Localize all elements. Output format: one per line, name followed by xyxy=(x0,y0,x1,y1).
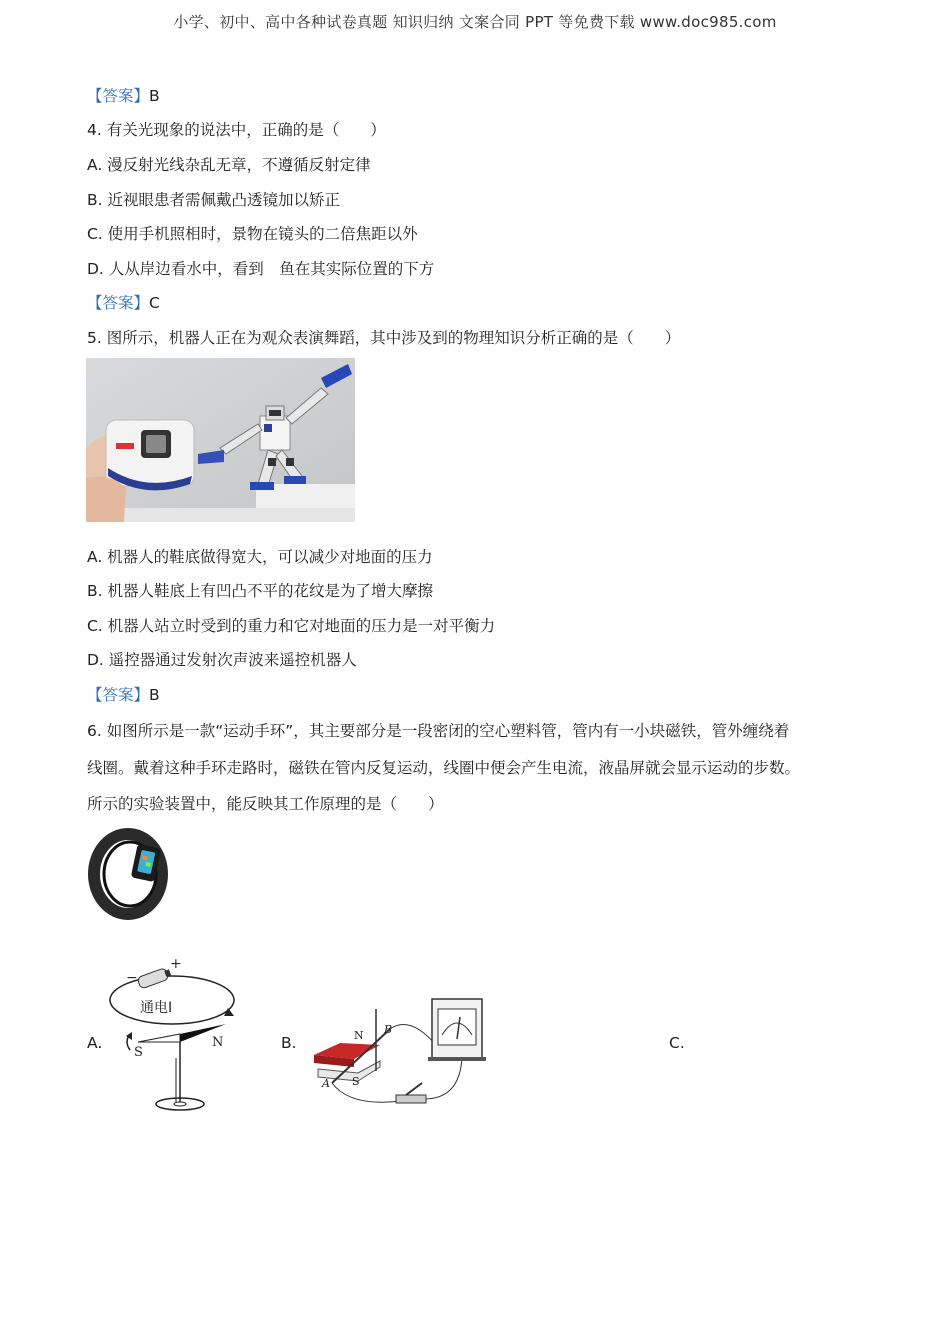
question-4-option-a: A. 漫反射光线杂乱无章，不遵循反射定律 xyxy=(87,156,371,174)
figure-a-oersted-experiment xyxy=(108,958,244,1116)
compass-s-label: S xyxy=(134,1045,143,1060)
answer-label: 【答案】 xyxy=(87,294,150,312)
answer-value: C xyxy=(149,294,160,312)
question-6-stem-line3: 所示的实验装置中，能反映其工作原理的是（ ） xyxy=(87,795,444,813)
question-6-option-c-label: C. xyxy=(669,1034,685,1052)
question-4-option-d: D. 人从岸边看水中，看到 鱼在其实际位置的下方 xyxy=(87,260,435,278)
answer-label: 【答案】 xyxy=(87,686,150,704)
answer-label: 【答案】 xyxy=(87,87,150,105)
rod-a-label: A xyxy=(322,1077,330,1090)
fitness-band-photo xyxy=(88,828,174,920)
plus-sign: + xyxy=(170,958,182,972)
question-5-option-a: A. 机器人的鞋底做得宽大，可以减少对地面的压力 xyxy=(87,548,433,566)
question-6-stem-line2: 线圈。戴着这种手环走路时，磁铁在管内反复运动，线圈中便会产生电流，液晶屏就会显示运动的步数。 xyxy=(87,759,801,777)
magnet-s-label: S xyxy=(352,1075,360,1088)
question-5-option-d: D. 遥控器通过发射次声波来遥控机器人 xyxy=(87,651,357,669)
question-5-option-c: C. 机器人站立时受到的重力和它对地面的压力是一对平衡力 xyxy=(87,617,496,635)
current-label: 通电I xyxy=(140,1000,173,1016)
question-6-option-a-label: A. xyxy=(87,1034,103,1052)
question-5-stem: 5. 图所示，机器人正在为观众表演舞蹈，其中涉及到的物理知识分析正确的是（ ） xyxy=(87,329,681,347)
page-header: 小学、初中、高中各种试卷真题 知识归纳 文案合同 PPT 等免费下载 www.doc985.com xyxy=(173,13,777,31)
question-4-stem: 4. 有关光现象的说法中，正确的是（ ） xyxy=(87,121,386,139)
answer-q4 xyxy=(87,291,160,313)
answer-q3 xyxy=(87,84,160,106)
minus-sign: − xyxy=(126,970,138,986)
question-4-option-c: C. 使用手机照相时，景物在镜头的二倍焦距以外 xyxy=(87,225,418,243)
question-4-option-b: B. 近视眼患者需佩戴凸透镜加以矫正 xyxy=(87,191,340,209)
answer-q5 xyxy=(87,683,160,705)
magnet-n-label: N xyxy=(354,1029,364,1042)
answer-value: B xyxy=(149,87,160,105)
question-6-stem-line1: 6. 如图所示是一款“运动手环”，其主要部分是一段密闭的空心塑料管，管内有一小块磁铁，管外缠绕着 xyxy=(87,722,790,740)
figure-b-induction-experiment xyxy=(310,995,486,1107)
rod-b-label: B xyxy=(384,1023,393,1036)
answer-value: B xyxy=(149,686,160,704)
question-5-option-b: B. 机器人鞋底上有凹凸不平的花纹是为了增大摩擦 xyxy=(87,582,433,600)
question-6-option-b-label: B. xyxy=(281,1034,297,1052)
robot-photo xyxy=(86,358,355,522)
compass-n-label: N xyxy=(212,1035,224,1050)
